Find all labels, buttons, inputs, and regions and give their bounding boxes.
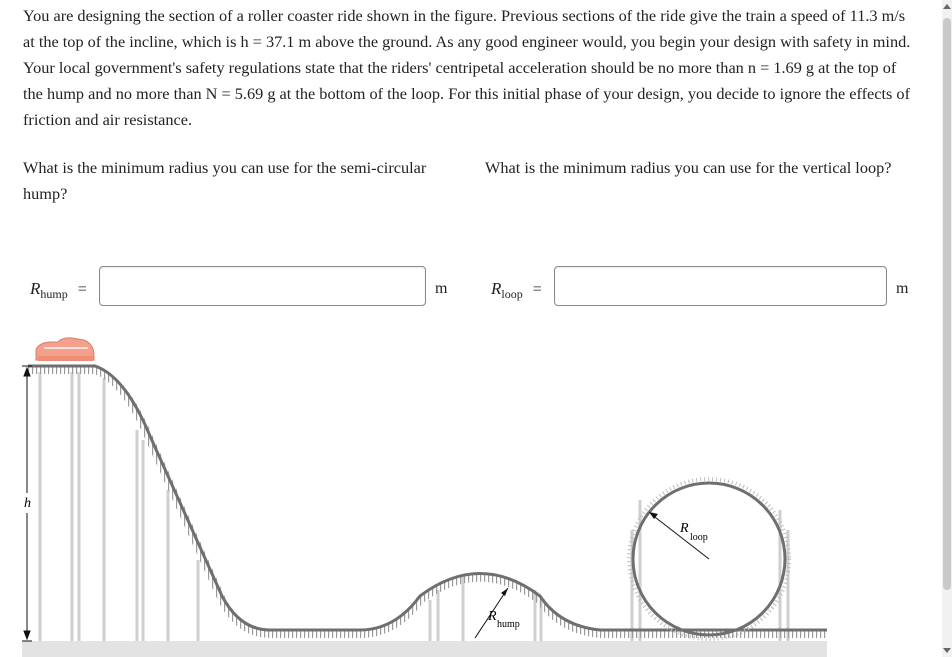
question-hump: What is the minimum radius you can use for the semi-circular hump? (23, 158, 427, 203)
r-hump-figure-label: R (488, 609, 497, 624)
r-loop-input[interactable] (554, 266, 887, 306)
r-hump-figure-sub: hump (497, 619, 520, 630)
vertical-scrollbar[interactable] (942, 0, 952, 657)
r-hump-input[interactable] (99, 266, 426, 306)
h-label: h (24, 496, 31, 511)
r-loop-symbol: R (491, 279, 502, 298)
r-hump-symbol: R (30, 279, 41, 298)
r-loop-equals: = (532, 281, 542, 298)
scroll-up-arrow-icon[interactable] (943, 4, 951, 9)
r-hump-unit: m (435, 280, 448, 297)
r-hump-subscript: hump (40, 287, 68, 301)
roller-coaster-figure (0, 330, 940, 657)
r-loop-subscript: loop (501, 287, 523, 301)
question-loop: What is the minimum radius you can use for the vertical loop? (485, 158, 892, 177)
r-hump-label (30, 279, 87, 302)
r-loop-unit: m (896, 280, 909, 297)
problem-statement: You are designing the section of a roller coaster ride shown in the figure. Previous sections of the ride give the train a speed of 11.3 m/s at the top of the incline, which is h = 37.1 m above the ground. As any good engineer would, you begin your design with safety in mind. Your local government's safety regulations state that the riders' centripetal acceleration should be no more than n = 1.69 g at the top of the hump and no more than N = 5.69 g at the bottom of the loop. For this initial phase of your design, you decide to ignore the effects of friction and air resistance. (23, 6, 911, 129)
r-loop-figure-sub: loop (690, 532, 708, 543)
ground (22, 641, 827, 657)
r-loop-label (491, 279, 542, 302)
scroll-down-arrow-icon[interactable] (943, 648, 951, 653)
scroll-thumb[interactable] (943, 18, 951, 590)
track-ties (28, 370, 827, 634)
track (28, 366, 827, 630)
r-hump-equals: = (77, 281, 87, 298)
coaster-car (36, 338, 94, 361)
track-supports (40, 372, 788, 641)
r-loop-figure-label: R (680, 521, 689, 536)
